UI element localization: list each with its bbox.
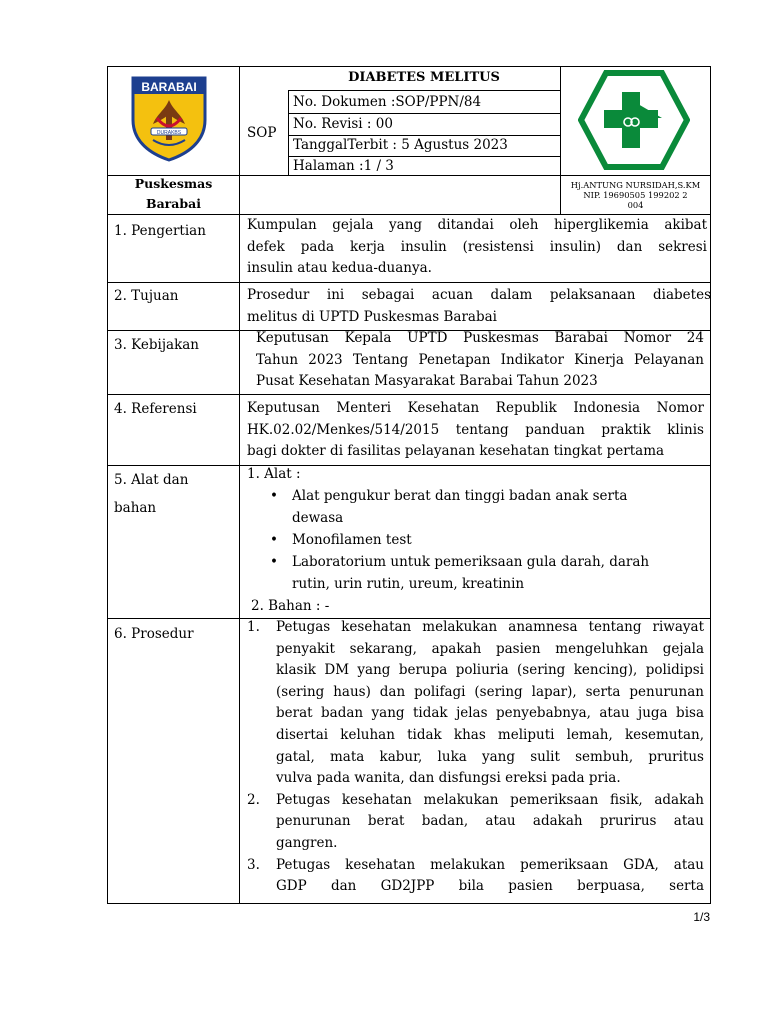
list-item xyxy=(247,790,704,855)
step-2-line-1: Petugas kesehatan melakukan pemeriksaan fisik, adakah xyxy=(276,791,704,808)
alat-item-1-line1: Alat pengukur berat dan tinggi badan anak serta xyxy=(292,488,628,504)
label-pengertian: 1. Pengertian xyxy=(114,223,206,239)
text-referensi-3: bagi dokter di fasilitas pelayanan kesehatan tingkat pertama xyxy=(247,443,665,459)
step-1-line-3: klasik DM yang berupa poliuria (sering kencing), polidipsi xyxy=(276,662,704,679)
doc-number: No. Dokumen :SOP/PPN/84 xyxy=(293,94,482,110)
text-referensi-1: Keputusan Menteri Kesehatan Republik Indonesia Nomor xyxy=(247,400,704,416)
list-item xyxy=(270,529,692,551)
rule-pengertian xyxy=(107,282,711,283)
alat-item-1-line2: dewasa xyxy=(292,510,344,526)
page-title: DIABETES MELITUS xyxy=(348,70,500,85)
text-kebijakan-2: Tahun 2023 Tentang Penetapan Indikator Kinerja Pelayanan xyxy=(256,352,704,368)
text-pengertian-3: insulin atau kedua-duanya. xyxy=(247,260,432,276)
puskesmas-logo xyxy=(578,70,690,170)
col-divider xyxy=(239,66,240,904)
org-name-line2: Barabai xyxy=(146,196,201,211)
label-kebijakan: 3. Kebijakan xyxy=(114,337,200,353)
barabai-shield-logo xyxy=(127,74,211,162)
step-1-line-5: berat badan yang tidak jelas penyebabnya, atau juga bisa xyxy=(276,705,704,722)
label-alat-2: bahan xyxy=(114,500,157,516)
label-alat-1: 5. Alat dan xyxy=(114,472,189,488)
list-item xyxy=(270,485,692,529)
revision: No. Revisi : 00 xyxy=(293,116,393,132)
signer-nip: NIP. 19690505 199202 2 xyxy=(583,190,688,200)
step-1-line-7: gatal, mata kabur, luka yang sulit sembuh, pruritus xyxy=(276,748,704,765)
signer-nip-cont: 004 xyxy=(627,200,644,210)
label-referensi: 4. Referensi xyxy=(114,401,197,417)
step-number: 1. xyxy=(247,619,260,635)
issue-date: TanggalTerbit : 5 Agustus 2023 xyxy=(293,137,508,153)
text-pengertian-1: Kumpulan gejala yang ditandai oleh hiperglikemia akibat xyxy=(247,217,707,233)
text-tujuan-2: melitus di UPTD Puskesmas Barabai xyxy=(247,309,497,325)
alat-list xyxy=(270,485,692,595)
step-number: 3. xyxy=(247,856,260,873)
sop-label: SOP xyxy=(247,125,277,141)
step-1-line-1: Petugas kesehatan melakukan anamnesa tentang riwayat xyxy=(276,619,704,635)
signer-name: Hj.ANTUNG NURSIDAH,S.KM xyxy=(570,180,701,190)
step-1-line-6: disertai keluhan tidak khas meliputi lemah, kesemutan, xyxy=(276,726,704,743)
list-item xyxy=(247,617,704,790)
step-3-line-1: Petugas kesehatan melakukan pemeriksaan GDA, atau xyxy=(276,856,704,873)
label-tujuan: 2. Tujuan xyxy=(114,288,179,304)
bullet-icon: • xyxy=(270,488,278,504)
alat-item-2: Monofilamen test xyxy=(292,532,412,548)
org-name-line1: Puskesmas xyxy=(134,176,213,191)
text-pengertian-2: defek pada kerja insulin (resistensi insulin) dan sekresi xyxy=(247,239,707,255)
step-1-line-4: (sering haus) dan polifagi (sering lapar), serta penurunan xyxy=(276,683,704,700)
alat-item-3-line2: rutin, urin rutin, ureum, kreatinin xyxy=(292,576,525,592)
col-sop-divider xyxy=(288,90,289,176)
alat-heading: 1. Alat : xyxy=(247,466,301,482)
step-1-line-8: vulva pada wanita, dan disfungsi ereksi pada pria. xyxy=(276,770,621,787)
bullet-icon: • xyxy=(270,532,278,548)
step-2-line-3: gangren. xyxy=(276,834,338,851)
logo-text: BARABAI xyxy=(141,80,197,94)
list-item xyxy=(247,855,704,898)
text-tujuan-1: Prosedur ini sebagai acuan dalam pelaksanaan diabetes xyxy=(247,287,711,303)
rule-referensi xyxy=(107,465,711,466)
rule-kebijakan xyxy=(107,394,711,395)
alat-item-3-line1: Laboratorium untuk pemeriksaan gula darah, darah xyxy=(292,554,650,570)
step-1-line-2: penyakit sekarang, apakah pasien mengeluhkan gejala xyxy=(276,640,704,657)
page-indicator: Halaman :1 / 3 xyxy=(293,158,394,174)
bullet-icon: • xyxy=(270,554,278,570)
step-3-line-2: GDP dan GD2JPP bila pasien berpuasa, serta xyxy=(276,878,704,895)
step-2-line-2: penurunan berat badan, atau adakah prurirus atau xyxy=(276,813,704,830)
bahan-text: 2. Bahan : - xyxy=(251,598,330,614)
prosedur-list xyxy=(247,617,704,898)
logo-ribbon: DURAKBS xyxy=(156,130,182,136)
border-bottom xyxy=(107,903,711,904)
step-number: 2. xyxy=(247,791,260,808)
label-prosedur: 6. Prosedur xyxy=(114,626,194,642)
page-number: 1/3 xyxy=(693,910,710,924)
text-referensi-2: HK.02.02/Menkes/514/2015 tentang panduan praktik klinis xyxy=(247,422,704,438)
text-kebijakan-3: Pusat Kesehatan Masyarakat Barabai Tahun 2023 xyxy=(256,373,598,389)
text-kebijakan-1: Keputusan Kepala UPTD Puskesmas Barabai Nomor 24 xyxy=(256,330,704,346)
list-item xyxy=(270,551,692,595)
